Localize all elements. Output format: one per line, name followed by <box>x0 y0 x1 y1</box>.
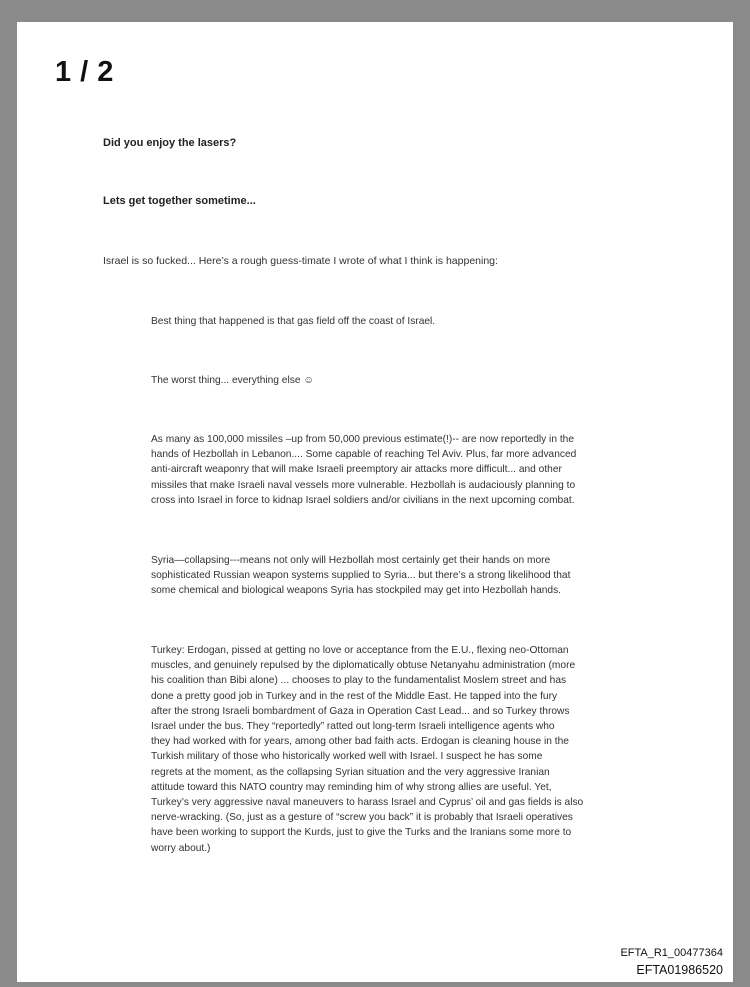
page-number-label: 1 / 2 <box>55 56 114 88</box>
paragraph-syria: Syria—collapsing---means not only will Hezbollah most certainly get their hands on more sophisticated Russian weapon systems supplied to Syria... but there’s a strong likelihood that some chemical and biological weapons Syria has stockpiled may get into Hezbollah hands. <box>151 555 571 597</box>
document-page <box>17 22 733 982</box>
document-id-primary: EFTA_R1_00477364 <box>620 947 723 959</box>
paragraph-worst-thing: The worst thing... everything else ☺ <box>151 375 314 386</box>
paragraph-gas-field: Best thing that happened is that gas field off the coast of Israel. <box>151 316 436 327</box>
greeting-line: Did you enjoy the lasers? <box>103 137 237 149</box>
intro-line: Israel is so fucked... Here’s a rough guess-timate I wrote of what I think is happening: <box>103 255 498 267</box>
document-id-secondary: EFTA01986520 <box>636 963 723 977</box>
invite-line: Lets get together sometime... <box>103 195 256 207</box>
paragraph-turkey: Turkey: Erdogan, pissed at getting no love or acceptance from the E.U., flexing neo-Ottoman muscles, and genuinely repulsed by the diplomatically obtuse Netanyahu administration (more his coalition than Bibi alone) ... chooses to play to the fundamentalist Moslem street and has done a pretty good job in Turkey and in the rest of the Middle East. He tapped into the fury after the strong Israeli bombardment of Gaza in Operation Cast Lead... and so Turkey throws Israel under the bus. They “reportedly” ratted out long-term Israeli intelligence agents who they had worked with for years, among other bad faith acts. Erdogan is cleaning house in the Turkish military of those who historically worked well with Israel. I suspect he has some regrets at the moment, as the collapsing Syrian situation and the very aggressive Iranian attitude toward this NATO country may reminding him of why strong allies are useful. Yet, Turkey’s very aggressive naval maneuvers to harass Israel and Cyprus’ oil and gas fields is also nerve-wracking. (So, just as a gesture of “screw you back” it is probably that Israeli operatives have been working to support the Kurds, just to give the Turks and the Iranians some more to worry about.) <box>151 645 584 854</box>
paragraph-hezbollah-missiles: As many as 100,000 missiles –up from 50,000 previous estimate(!)-- are now reportedly in the hands of Hezbollah in Lebanon.... Some capable of reaching Tel Aviv. Plus, far more advanced anti-aircraft weaponry that will make Israeli preemptory air attacks more difficult... and other missiles that make Israeli naval vessels more vulnerable. Hezbollah is audaciously planning to cross into Israel in force to kidnap Israel soldiers and/or civilians in the next upcoming combat. <box>151 434 577 506</box>
